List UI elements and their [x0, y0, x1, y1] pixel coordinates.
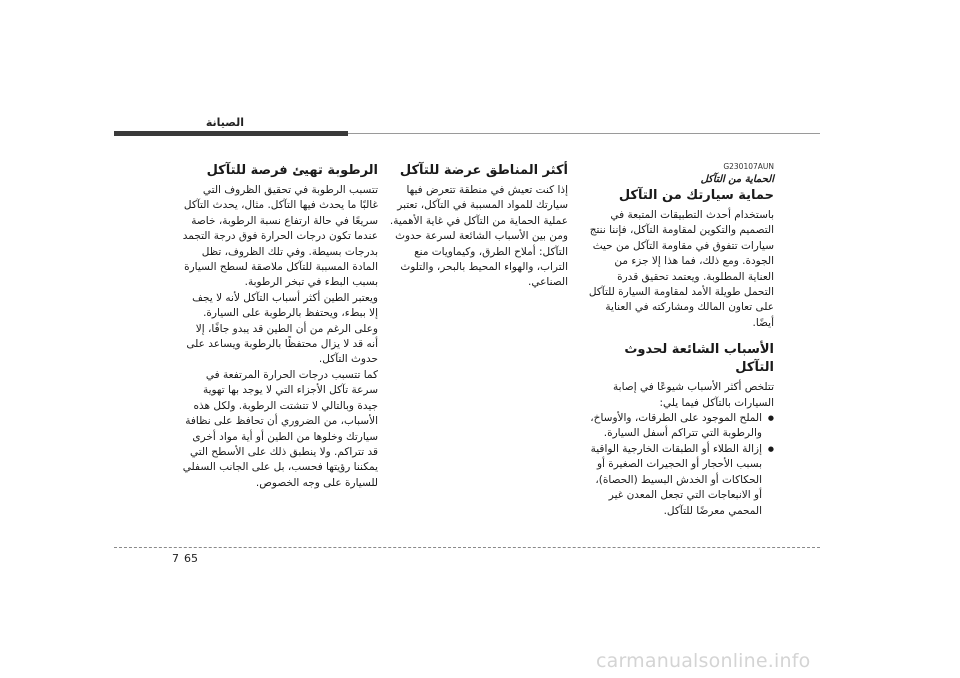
watermark: carmanualsonline.info — [596, 650, 811, 672]
left-column — [182, 162, 378, 491]
subheading: الحماية من التآكل — [700, 174, 774, 185]
heading-common-causes: الأسباب الشائعة لحدوث التآكل — [624, 342, 774, 376]
doc-code: G230107AUN — [723, 162, 774, 171]
right-column — [588, 162, 774, 519]
paragraph-common-causes: تتلخص أكثر الأسباب شيوعًا في إصابة السيارات بالتآكل فيما يلي: — [613, 381, 774, 409]
paragraph-moisture-3: كما تتسبب درجات الحرارة المرتفعة في سرعة تآكل الأجزاء التي لا يوجد بها تهوية جيدة وبالتالي لا تتشتت الرطوبة. ولكل هذه الأسباب، من الضروري أن تحافظ على نظافة سيارتك وخلوها من الطين أو أية مواد أخرى قد تتراكم. ولا ينطبق ذلك على الأسطح التي يمكننا رؤيتها فحسب، بل على الجانب السفلي للسيارة على وجه الخصوص. — [182, 368, 378, 489]
paragraph-moisture-2: ويعتبر الطين أكثر أسباب التآكل لأنه لا يجف إلا ببطء، ويحتفظ بالرطوبة على السيارة. وعلى الرغم من أن الطين قد يبدو جافًا، إلا أنه قد لا يزال محتفظًا بالرطوبة ويساعد على حدوث التآكل. — [186, 291, 378, 366]
causes-list — [588, 411, 774, 519]
list-item: ● الملح الموجود على الطرقات، والأوساخ، والرطوبة التي تتراكم أسفل السيارة. — [588, 411, 774, 442]
section-title: الصيانة — [205, 116, 244, 129]
page-number — [172, 552, 198, 565]
paragraph-corrosion-protection: باستخدام أحدث التطبيقات المتبعة في التصميم والتكوين لمقاومة التآكل، فإننا ننتج سيارات تتفوق في مقاومة التآكل من حيث الجودة. ومع ذلك، فما هذا إلا جزء من العناية المطلوبة. ويعتمد تحقيق قدرة التحمل طويلة الأمد لمقاومة السيارة للتآكل على تعاون المالك ومشاركته في العناية أيضًا. — [588, 209, 774, 329]
page-index: 65 — [184, 552, 198, 565]
heading-corrosion-protection: حماية سيارتك من التآكل — [618, 188, 774, 203]
list-item: ● إزالة الطلاء أو الطبقات الخارجية الواقية بسبب الأحجار أو الحجيرات الصغيرة أو الحكاكات أو الخدش البسيط (الحصاة)، أو الانبعاجات التي تجعل المعدن غير المحمي معرضًا للتآكل. — [588, 442, 774, 519]
footer-rule — [114, 547, 820, 548]
heading-moisture: الرطوبة تهيئ فرصة للتآكل — [206, 163, 378, 178]
header-rule-accent — [114, 131, 348, 136]
chapter-number: 7 — [172, 552, 179, 565]
paragraph-high-corrosion-areas: إذا كنت تعيش في منطقة تتعرض فيها سيارتك للمواد المسببة في التآكل، تعتبر عملية الحماية من التآكل في غاية الأهمية. ومن بين الأسباب الشائعة لسرعة حدوث التآكل: أملاح الطرق، وكيماويات منع التراب، والهواء المحيط بالبحر، والتلوث الصناعي. — [389, 184, 568, 289]
middle-column — [384, 162, 568, 291]
heading-high-corrosion-areas: أكثر المناطق عرضة للتآكل — [399, 163, 568, 178]
paragraph-moisture-1: تتسبب الرطوبة في تحقيق الظروف التي غالبًا ما يحدث فيها التآكل. مثال، يحدث التآكل سريعًا في حالة ارتفاع نسبة الرطوبة، خاصة عندما تكون درجات الحرارة فوق درجة التجمد بدرجات بسيطة. وفي تلك الظروف، تظل المادة المسببة للتآكل ملاصقة لسطح السيارة بسبب البطء في تبخر الرطوبة. — [182, 184, 378, 289]
